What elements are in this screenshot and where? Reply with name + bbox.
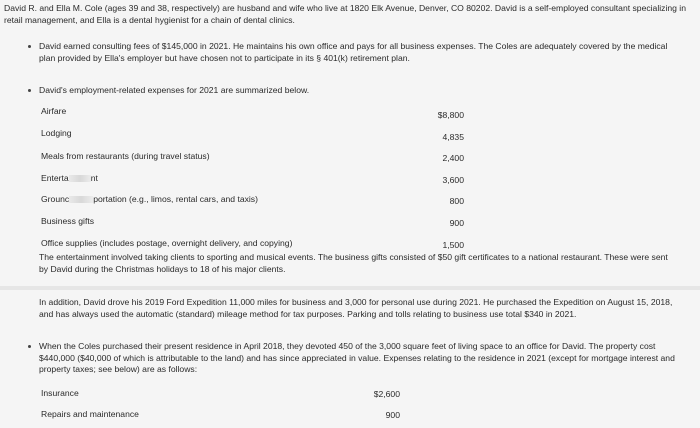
expense-amount-lodging: 4,835 — [442, 132, 464, 142]
expense-label-office-supplies: Office supplies (includes postage, overnight delivery, and copying) — [41, 238, 293, 248]
expense-label-ground-head: Grounc — [41, 194, 70, 204]
expense-amount-entertainment: 3,600 — [442, 175, 464, 185]
obscured-text — [69, 175, 91, 182]
expense-amount-meals: 2,400 — [442, 153, 464, 163]
expense-label-lodging: Lodging — [41, 128, 72, 138]
expense-label-meals: Meals from restaurants (during travel status) — [41, 151, 210, 161]
bullet-expenses-intro: David's employment-related expenses for 2021 are summarized below. — [39, 85, 679, 97]
bullet-consulting-fees: David earned consulting fees of $145,000 in 2021. He maintains his own office and pays for all business expenses. The Coles are adequately covered by the medical plan provided by Ella's employer but have chosen not to participate in its § 401(k) retirement plan. — [39, 41, 679, 64]
residence-amount-insurance: $2,600 — [373, 389, 400, 399]
residence-label-repairs: Repairs and maintenance — [41, 409, 139, 419]
residence-amount-repairs: 900 — [385, 410, 400, 420]
expense-label-entertainment-head: Enterta — [41, 173, 69, 183]
residence-label-insurance: Insurance — [41, 388, 79, 398]
expense-label-entertainment-tail: nt — [90, 173, 98, 183]
automobile-paragraph: In addition, David drove his 2019 Ford Expedition 11,000 miles for business and 3,000 for personal use during 2021. He purchased the Expedition on August 15, 2018, and has always used the automatic (standard) mileage method for tax purposes. Parking and tolls relating to business use total $340 in 2021. — [39, 297, 673, 319]
obscured-text — [69, 196, 93, 203]
expense-label-ground-transportation — [41, 194, 258, 204]
expense-label-business-gifts: Business gifts — [41, 216, 95, 226]
intro-paragraph: David R. and Ella M. Cole (ages 39 and 38, respectively) are husband and wife who live at 1820 Elk Avenue, Denver, CO 80202. David is a self-employed consultant specializing in retail management, and Ella is a dental hygienist for a chain of dental clinics. — [4, 3, 686, 25]
bullet-residence-office: When the Coles purchased their present residence in April 2018, they devoted 450 of the 3,000 square feet of living space to an office for David. The property cost $440,000 ($40,000 of which is attributable to the land) and has since appreciated in value. Expenses relating to the residence in 2021 (except for mortgage interest and property taxes; see below) are as follows: — [39, 341, 679, 376]
expense-amount-airfare: $8,800 — [437, 110, 464, 120]
expense-label-entertainment — [41, 173, 98, 183]
expense-amount-business-gifts: 900 — [449, 218, 464, 228]
entertainment-note: The entertainment involved taking clients to sporting and musical events. The business gifts consisted of $50 gift certificates to a national restaurant. These were sent by David during the Christmas holidays to 18 of his major clients. — [39, 252, 668, 274]
expense-label-airfare: Airfare — [41, 106, 67, 116]
expense-amount-ground-transportation: 800 — [449, 196, 464, 206]
expense-amount-office-supplies: 1,500 — [442, 240, 464, 250]
expense-label-ground-tail: portation (e.g., limos, rental cars, and taxis) — [93, 194, 258, 204]
